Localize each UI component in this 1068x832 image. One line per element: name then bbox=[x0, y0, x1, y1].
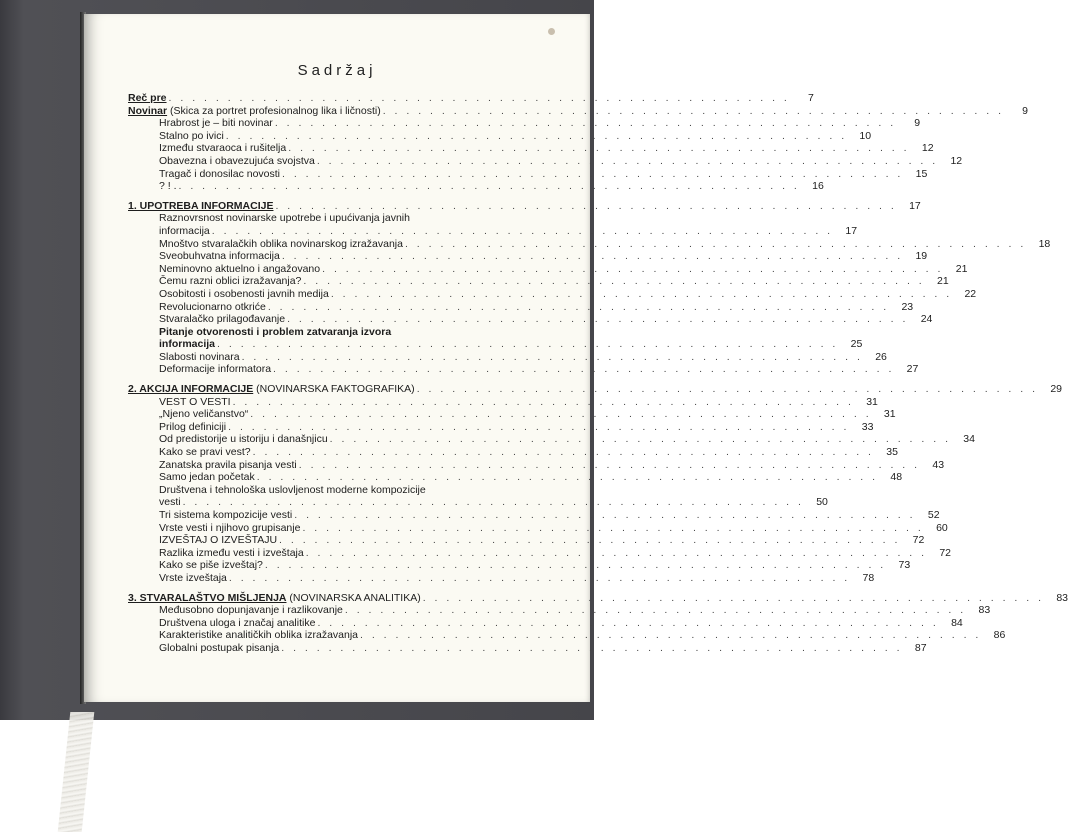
dot-leader bbox=[240, 351, 865, 364]
toc-entry bbox=[128, 350, 887, 364]
toc-entry bbox=[128, 383, 1062, 396]
page-number: 12 bbox=[921, 142, 934, 155]
toc-entry-title: Osobitosti i osobenosti javnih medija bbox=[159, 287, 329, 300]
toc-entry bbox=[128, 212, 500, 225]
page-number: 87 bbox=[914, 641, 927, 654]
toc-entry bbox=[128, 167, 928, 181]
toc-entry-title: Kako se piše izveštaj? bbox=[159, 559, 263, 572]
dot-leader bbox=[227, 572, 852, 585]
toc-entry bbox=[128, 338, 863, 351]
dot-leader bbox=[328, 433, 953, 446]
page-number: 86 bbox=[993, 629, 1006, 642]
page-number: 10 bbox=[859, 129, 872, 142]
page-number: 9 bbox=[914, 117, 921, 130]
toc-entry bbox=[128, 363, 919, 376]
toc-entry-title: Razlika između vesti i izveštaja bbox=[159, 546, 304, 559]
page-number: 52 bbox=[927, 509, 940, 521]
toc-entry bbox=[128, 629, 1006, 642]
page-number: 78 bbox=[862, 571, 875, 584]
toc-entry-title: Vrste izveštaja bbox=[159, 571, 227, 584]
page-number: 48 bbox=[890, 471, 903, 484]
toc-entry-title: ? ! . bbox=[159, 180, 177, 193]
page-number: 23 bbox=[901, 300, 914, 313]
dot-leader bbox=[320, 263, 945, 276]
dot-leader bbox=[248, 408, 873, 421]
toc-entry-title: vesti bbox=[159, 496, 181, 509]
dot-leader bbox=[280, 168, 905, 181]
toc-entry bbox=[128, 559, 911, 572]
page-number: 27 bbox=[906, 363, 919, 376]
toc-entry bbox=[128, 604, 991, 617]
page-number: 21 bbox=[955, 262, 968, 275]
table-of-contents bbox=[128, 92, 1068, 655]
page-number: 9 bbox=[1022, 104, 1029, 117]
toc-entry-title: Prilog definiciji bbox=[159, 420, 227, 433]
page-number: 31 bbox=[883, 408, 896, 421]
toc-entry bbox=[128, 484, 500, 497]
toc-entry bbox=[128, 250, 928, 263]
dot-leader bbox=[167, 92, 792, 105]
toc-entry bbox=[128, 521, 948, 535]
page-number: 19 bbox=[915, 250, 928, 263]
page-number: 72 bbox=[912, 534, 925, 547]
toc-entry bbox=[128, 616, 963, 630]
page-number: 29 bbox=[1050, 383, 1062, 396]
toc-entry bbox=[128, 237, 1051, 251]
toc-entry bbox=[128, 224, 858, 238]
toc-entry-title: Tri sistema kompozicije vesti bbox=[159, 509, 293, 521]
dot-leader bbox=[279, 642, 904, 655]
page-number: 83 bbox=[1056, 591, 1068, 604]
page-number: 31 bbox=[866, 395, 878, 408]
dot-leader bbox=[255, 471, 880, 484]
dot-leader bbox=[381, 105, 1006, 118]
toc-entry bbox=[128, 275, 949, 288]
toc-entry-title: Zanatska pravila pisanja vesti bbox=[159, 458, 297, 471]
toc-entry bbox=[128, 546, 952, 560]
dot-leader bbox=[297, 459, 922, 472]
page-number: 7 bbox=[808, 92, 814, 104]
toc-entry bbox=[128, 395, 878, 409]
toc-entry-title: „Njeno veličanstvo“ bbox=[159, 408, 249, 421]
toc-entry-title: Samo jedan početak bbox=[159, 471, 255, 484]
toc-entry-title: Od predistorije u istoriju i današnjicu bbox=[159, 433, 328, 446]
page-number: 25 bbox=[850, 338, 863, 351]
toc-entry-title bbox=[128, 105, 381, 118]
toc-entry bbox=[128, 534, 925, 547]
dot-leader bbox=[358, 629, 983, 642]
toc-entry bbox=[128, 262, 968, 276]
section-heading: Novinar bbox=[128, 104, 168, 117]
toc-entry bbox=[128, 571, 875, 585]
dot-leader bbox=[343, 604, 968, 617]
toc-entry-title: Raznovrsnost novinarske upotrebe i upućivanja javnih bbox=[159, 212, 410, 225]
toc-entry bbox=[128, 92, 814, 105]
toc-entry bbox=[128, 104, 1029, 118]
toc-entry-title: Hrabrost je – biti novinar bbox=[159, 117, 273, 130]
page-number: 24 bbox=[920, 313, 933, 326]
dot-leader bbox=[210, 225, 835, 238]
toc-entry-title: Obavezna i obavezujuća svojstva bbox=[159, 154, 315, 167]
page-number: 43 bbox=[932, 458, 945, 471]
toc-entry-title: Neminovno aktuelno i angažovano bbox=[159, 262, 321, 275]
toc-entry bbox=[128, 496, 828, 509]
toc-entry-title: Revolucionarno otkriće bbox=[159, 300, 266, 313]
toc-entry-title bbox=[128, 92, 167, 105]
toc-entry-title: Deformacije informatora bbox=[159, 363, 272, 376]
page-number: 22 bbox=[964, 287, 977, 300]
toc-entry bbox=[128, 408, 896, 421]
section-heading: Reč pre bbox=[128, 92, 167, 104]
bookmark-ribbon bbox=[58, 712, 95, 832]
page-number: 50 bbox=[816, 496, 828, 509]
page-number: 35 bbox=[886, 446, 898, 459]
dot-leader bbox=[215, 338, 840, 351]
page-number: 12 bbox=[950, 154, 963, 167]
dot-leader bbox=[231, 396, 856, 409]
dot-leader bbox=[266, 301, 891, 314]
section-subtitle: (NOVINARSKA FAKTOGRAFIKA) bbox=[253, 383, 415, 396]
toc-entry bbox=[128, 471, 903, 484]
page-number: 60 bbox=[936, 521, 948, 534]
toc-entry-title: Mnoštvo stvaralačkih oblika novinarskog izražavanja bbox=[159, 237, 403, 250]
toc-entry-title: informacija bbox=[159, 338, 216, 351]
dot-leader bbox=[177, 180, 802, 193]
toc-entry-title bbox=[128, 383, 415, 396]
dot-leader bbox=[300, 522, 925, 535]
page-number: 15 bbox=[915, 167, 928, 180]
toc-entry-title: Karakteristike analitičkih oblika izražavanja bbox=[159, 629, 359, 642]
toc-entry bbox=[128, 129, 872, 143]
toc-entry-title: Stalno po ivici bbox=[159, 129, 224, 142]
toc-entry bbox=[128, 591, 1068, 605]
page-number: 83 bbox=[978, 604, 991, 617]
section-heading: 1. UPOTREBA INFORMACIJE bbox=[128, 199, 274, 212]
dot-leader bbox=[421, 592, 1046, 605]
dot-leader bbox=[315, 155, 940, 168]
dot-leader bbox=[181, 496, 806, 509]
section-heading: 2. AKCIJA INFORMACIJE bbox=[128, 383, 254, 396]
dot-leader bbox=[304, 547, 929, 560]
dot-leader bbox=[329, 288, 954, 301]
dot-leader bbox=[273, 117, 898, 130]
dot-leader bbox=[292, 509, 917, 522]
toc-entry bbox=[128, 509, 940, 522]
dot-leader bbox=[263, 559, 888, 572]
dot-leader bbox=[315, 617, 940, 630]
dot-leader bbox=[277, 534, 902, 547]
toc-entry-title: informacija bbox=[159, 224, 210, 237]
page-title: Sadržaj bbox=[297, 62, 377, 79]
toc-entry-title: Sveobuhvatna informacija bbox=[159, 250, 280, 263]
toc-entry-title: Slabosti novinara bbox=[159, 350, 240, 363]
paper-stain bbox=[548, 28, 555, 35]
dot-leader bbox=[280, 250, 905, 263]
toc-entry-title: Kako se pravi vest? bbox=[159, 446, 251, 459]
dot-leader bbox=[273, 200, 898, 213]
toc-entry bbox=[128, 420, 874, 434]
page-number: 21 bbox=[937, 275, 949, 288]
toc-entry-title: Između stvaraoca i rušitelja bbox=[159, 142, 287, 155]
page-number: 26 bbox=[875, 350, 887, 363]
toc-entry bbox=[128, 313, 933, 326]
toc-entry-title: Društvena i tehnološka uslovljenost moderne kompozicije bbox=[159, 483, 426, 496]
toc-entry-title: Međusobno dopunjavanje i razlikovanje bbox=[159, 604, 343, 617]
toc-entry bbox=[128, 287, 977, 301]
toc-entry bbox=[128, 117, 921, 130]
toc-entry bbox=[128, 326, 500, 339]
section-subtitle: (NOVINARSKA ANALITIKA) bbox=[286, 591, 421, 604]
toc-entry bbox=[128, 199, 921, 213]
toc-entry bbox=[128, 300, 914, 314]
toc-entry-title: Stvaralačko prilagođavanje bbox=[159, 313, 286, 326]
section-subtitle: (Skica za portret profesionalnog lika i ličnosti) bbox=[167, 104, 381, 117]
toc-entry-title: VEST O VESTI bbox=[159, 395, 231, 408]
toc-entry bbox=[128, 180, 824, 193]
toc-entry-title bbox=[128, 592, 421, 605]
page-number: 17 bbox=[909, 199, 921, 212]
page-number: 18 bbox=[1038, 237, 1051, 250]
page-number: 33 bbox=[861, 420, 874, 433]
dot-leader bbox=[285, 313, 910, 326]
toc-entry bbox=[128, 154, 963, 168]
toc-entry-title: Tragač i donosilac novosti bbox=[159, 167, 281, 180]
dot-leader bbox=[403, 238, 1028, 251]
page-number: 17 bbox=[845, 224, 858, 237]
dot-leader bbox=[286, 142, 911, 155]
toc-entry-title: Društvena uloga i značaj analitike bbox=[159, 616, 316, 629]
toc-entry bbox=[128, 446, 898, 459]
dot-leader bbox=[224, 130, 849, 143]
page-number: 72 bbox=[939, 546, 952, 559]
toc-entry-title: Pitanje otvorenosti i problem zatvaranja izvora bbox=[159, 325, 392, 338]
dot-leader bbox=[271, 363, 896, 376]
toc-entry bbox=[128, 142, 934, 155]
dot-leader bbox=[226, 421, 851, 434]
toc-entry-title bbox=[128, 200, 273, 213]
page-number: 73 bbox=[898, 559, 911, 572]
toc-entry-title: Čemu razni oblici izražavanja? bbox=[159, 275, 302, 288]
toc-entry bbox=[128, 458, 945, 472]
section-heading: 3. STVARALAŠTVO MIŠLJENJA bbox=[128, 591, 287, 604]
page-number: 84 bbox=[951, 616, 963, 629]
toc-entry-title: IZVEŠTAJ O IZVEŠTAJU bbox=[159, 534, 278, 547]
toc-entry bbox=[128, 641, 927, 655]
page-number: 16 bbox=[812, 180, 824, 193]
dot-leader bbox=[301, 275, 926, 288]
toc-entry-title: Globalni postupak pisanja bbox=[159, 641, 280, 654]
toc-entry-title: Vrste vesti i njihovo grupisanje bbox=[159, 521, 301, 534]
dot-leader bbox=[415, 383, 1040, 396]
toc-entry bbox=[128, 433, 975, 446]
page-number: 34 bbox=[963, 433, 975, 446]
dot-leader bbox=[251, 446, 876, 459]
